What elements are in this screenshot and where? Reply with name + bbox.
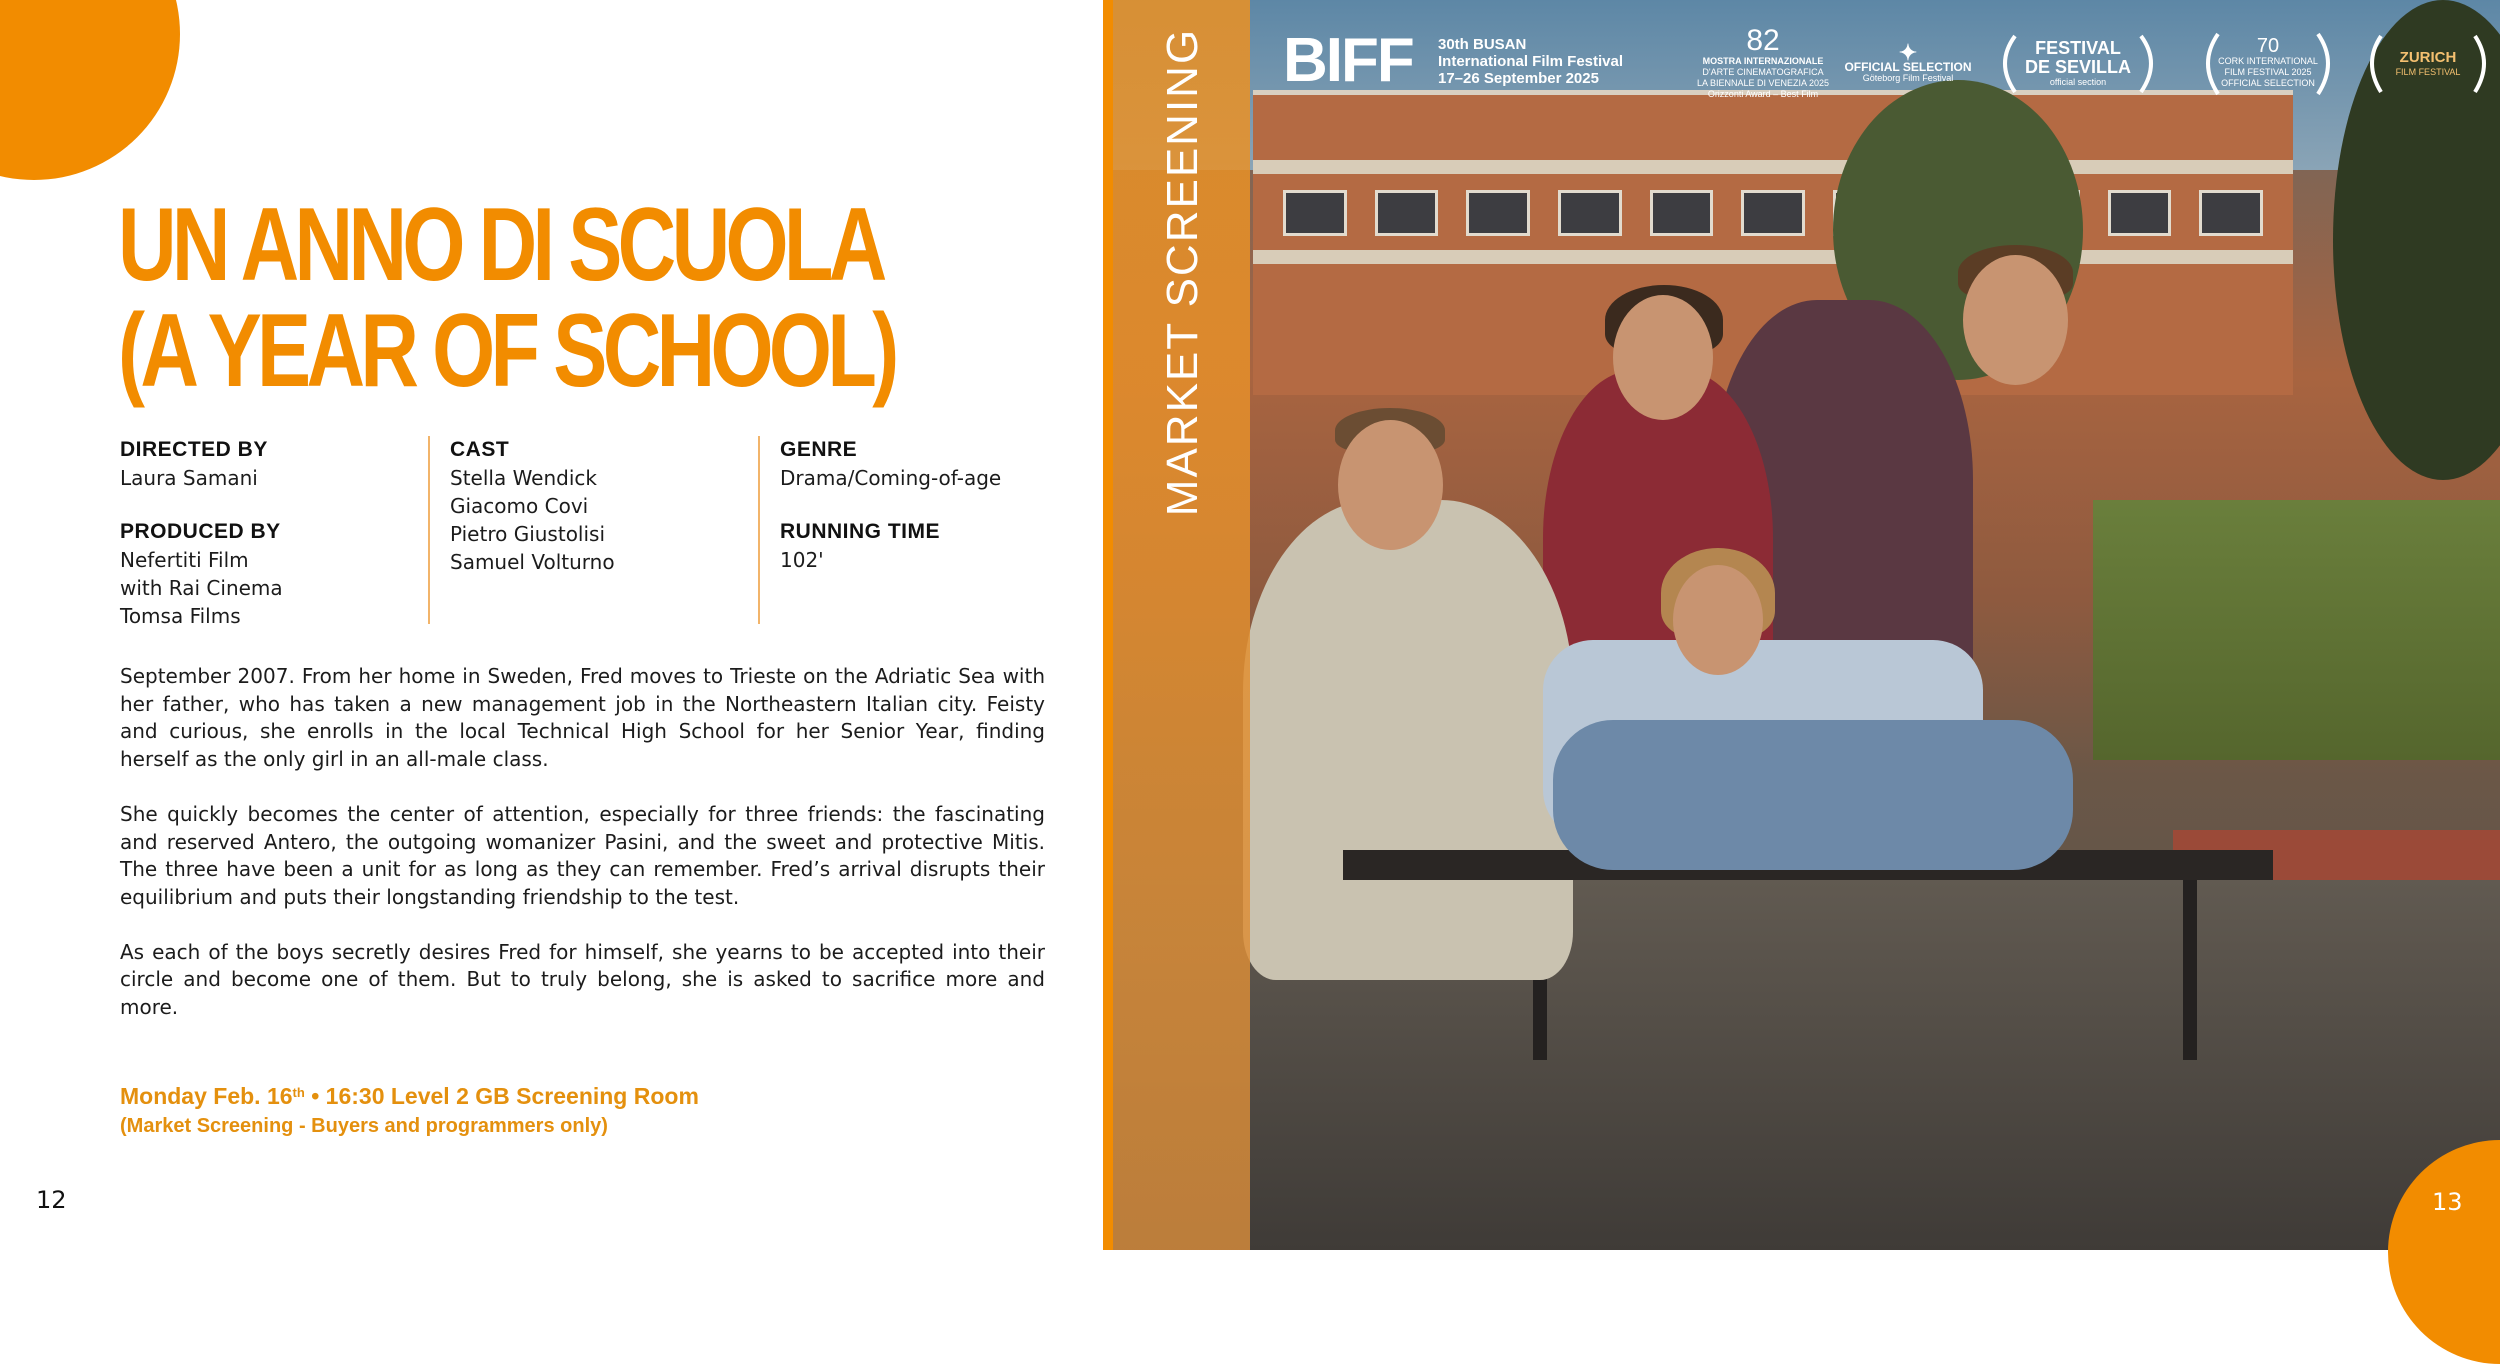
festival-logos [1283, 24, 2493, 108]
cast-member: Pietro Giustolisi [450, 522, 606, 546]
market-screening-label: MARKET SCREENING [1158, 27, 1207, 517]
photo-windows [1283, 190, 2263, 230]
goteborg-festival-logo: ✦ OFFICIAL SELECTION Göteborg Film Festival [1844, 39, 1972, 83]
cast-label: CAST [450, 438, 510, 461]
screening-day-suffix: th [292, 1085, 305, 1100]
genre-value: Drama/Coming-of-age [780, 466, 1002, 490]
photo-grass [2093, 500, 2500, 760]
screening-info [120, 1080, 699, 1140]
credits-column-cast [450, 436, 750, 576]
film-title-line1: UN ANNO DI SCUOLA [118, 187, 883, 303]
producer-item: Nefertiti Film [120, 548, 249, 572]
running-time-label: RUNNING TIME [780, 520, 940, 543]
venice-festival-logo: 82 MOSTRA INTERNAZIONALE D'ARTE CINEMATOGRAFICA LA BIENNALE DI VENEZIA 2025 Orizzonti Award – Best Film [1696, 24, 1830, 99]
running-time-value: 102' [780, 548, 824, 572]
photo-person [1243, 500, 1573, 980]
laurel-icon [2363, 28, 2493, 98]
credits-column-director [120, 436, 420, 630]
directed-by-label: DIRECTED BY [120, 438, 268, 461]
page-number-left: 12 [36, 1186, 67, 1214]
film-title [118, 187, 895, 409]
biff-logo: BIFF [1283, 26, 1413, 95]
synopsis [120, 663, 1045, 1049]
column-divider [428, 436, 430, 624]
producer-item: Tomsa Films [120, 604, 241, 628]
right-page [1103, 0, 2500, 1250]
cast-member: Stella Wendick [450, 466, 597, 490]
screening-day: Monday Feb. 16 [120, 1083, 293, 1109]
page-number-right: 13 [2432, 1188, 2463, 1216]
cork-festival-logo: 70 CORK INTERNATIONAL FILM FESTIVAL 2025 OFFICIAL SELECTION [2198, 28, 2338, 98]
director-name: Laura Samani [120, 466, 258, 490]
screening-time-location: • 16:30 Level 2 GB Screening Room [304, 1083, 699, 1109]
genre-label: GENRE [780, 438, 858, 461]
zurich-festival-logo: ZURICH FILM FESTIVAL [2363, 28, 2493, 98]
corner-decoration [0, 0, 180, 180]
screening-note: (Market Screening - Buyers and programmers only) [120, 1115, 608, 1137]
laurel-icon [2198, 28, 2338, 98]
left-page [0, 0, 1103, 1250]
cast-member: Giacomo Covi [450, 494, 589, 518]
credits-block [120, 436, 1055, 628]
film-still-photo [1113, 0, 2500, 1250]
synopsis-paragraph: As each of the boys secretly desires Fred for himself, she yearns to be accepted into their circle and become one of them. But to truly belong, she is asked to sacrifice more and more. [120, 939, 1045, 1020]
synopsis-paragraph: September 2007. From her home in Sweden, Fred moves to Trieste on the Adriatic Sea with her father, who has taken a new management job in the Northeastern Italian city. Feisty and curious, she enrolls in the local Technical High School for her Senior Year, finding herself as the only girl in an all-male class. [120, 664, 1045, 772]
biff-logo-text: 30th BUSAN International Film Festival 17–26 September 2025 [1438, 36, 1624, 87]
synopsis-paragraph: She quickly becomes the center of attention, especially for three friends: the fascinating and reserved Antero, the outgoing womanizer Pasini, and the sweet and protective Mitis. The three have been a unit for as long as they can remember. Fred’s arrival disrupts their equilibrium and puts their longstanding friendship to the test. [120, 801, 1045, 909]
credits-column-genre [780, 436, 1060, 574]
laurel-icon [1993, 28, 2163, 98]
produced-by-label: PRODUCED BY [120, 520, 281, 543]
producer-item: with Rai Cinema [120, 576, 283, 600]
screening-schedule [120, 1080, 699, 1112]
page-spine [1103, 0, 1113, 1250]
cast-member: Samuel Volturno [450, 550, 615, 574]
film-title-line2: (A YEAR OF SCHOOL) [118, 293, 895, 409]
sevilla-festival-logo: FESTIVAL DE SEVILLA official section [1993, 28, 2163, 98]
column-divider [758, 436, 760, 624]
